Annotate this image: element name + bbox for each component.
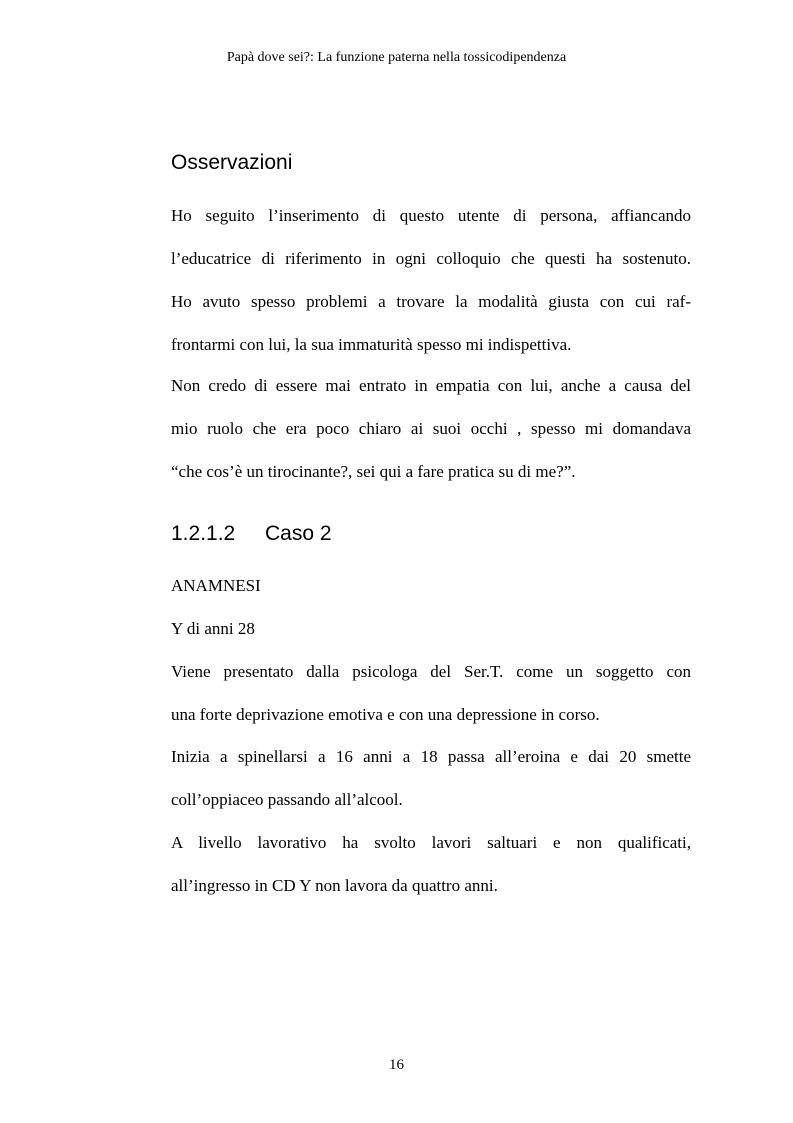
text-line: A livello lavorativo ha svolto lavori saltuari e non qualificati, [171, 833, 691, 852]
paragraph-case-3 [171, 821, 691, 907]
text-line: Inizia a spinellarsi a 16 anni a 18 passa all’eroina e dai 20 smette [171, 747, 691, 766]
text-line: una forte deprivazione emotiva e con una depressione in corso. [171, 705, 600, 724]
text-line: mio ruolo che era poco chiaro ai suoi occhi , spesso mi domandava [171, 419, 691, 438]
page-number: 16 [389, 1057, 404, 1073]
text-line: all’ingresso in CD Y non lavora da quattro anni. [171, 876, 498, 895]
text-line: “che cos’è un tirocinante?, sei qui a fare pratica su di me?”. [171, 462, 576, 481]
text-line: frontarmi con lui, la sua immaturità spesso mi indispettiva. [171, 335, 572, 354]
text-line: Non credo di essere mai entrato in empatia con lui, anche a causa del [171, 376, 691, 395]
paragraph-case-1 [171, 650, 691, 736]
text-line: Y di anni 28 [171, 619, 255, 638]
text-line: Viene presentato dalla psicologa del Ser.T. come un soggetto con [171, 662, 691, 681]
running-header: Papà dove sei?: La funzione paterna nella tossicodipendenza [226, 50, 567, 65]
section-heading-osservazioni: Osservazioni [171, 151, 293, 174]
section-title: Caso 2 [265, 522, 332, 545]
text-line: Ho avuto spesso problemi a trovare la modalità giusta con cui raf- [171, 292, 691, 311]
subheading-anamnesi [171, 564, 691, 607]
section-number: 1.2.1.2 [171, 522, 236, 545]
paragraph-observations-2 [171, 364, 691, 493]
text-line: coll’oppiaceo passando all’alcool. [171, 790, 403, 809]
paragraph-observations-1 [171, 194, 691, 366]
paragraph-case-2 [171, 735, 691, 821]
text-line: Ho seguito l’inserimento di questo utente di persona, affiancando [171, 206, 691, 225]
section-heading-caso-2 [171, 521, 332, 547]
age-line [171, 607, 691, 650]
text-line: l’educatrice di riferimento in ogni colloquio che questi ha sostenuto. [171, 249, 691, 268]
text-line: ANAMNESI [171, 576, 261, 595]
